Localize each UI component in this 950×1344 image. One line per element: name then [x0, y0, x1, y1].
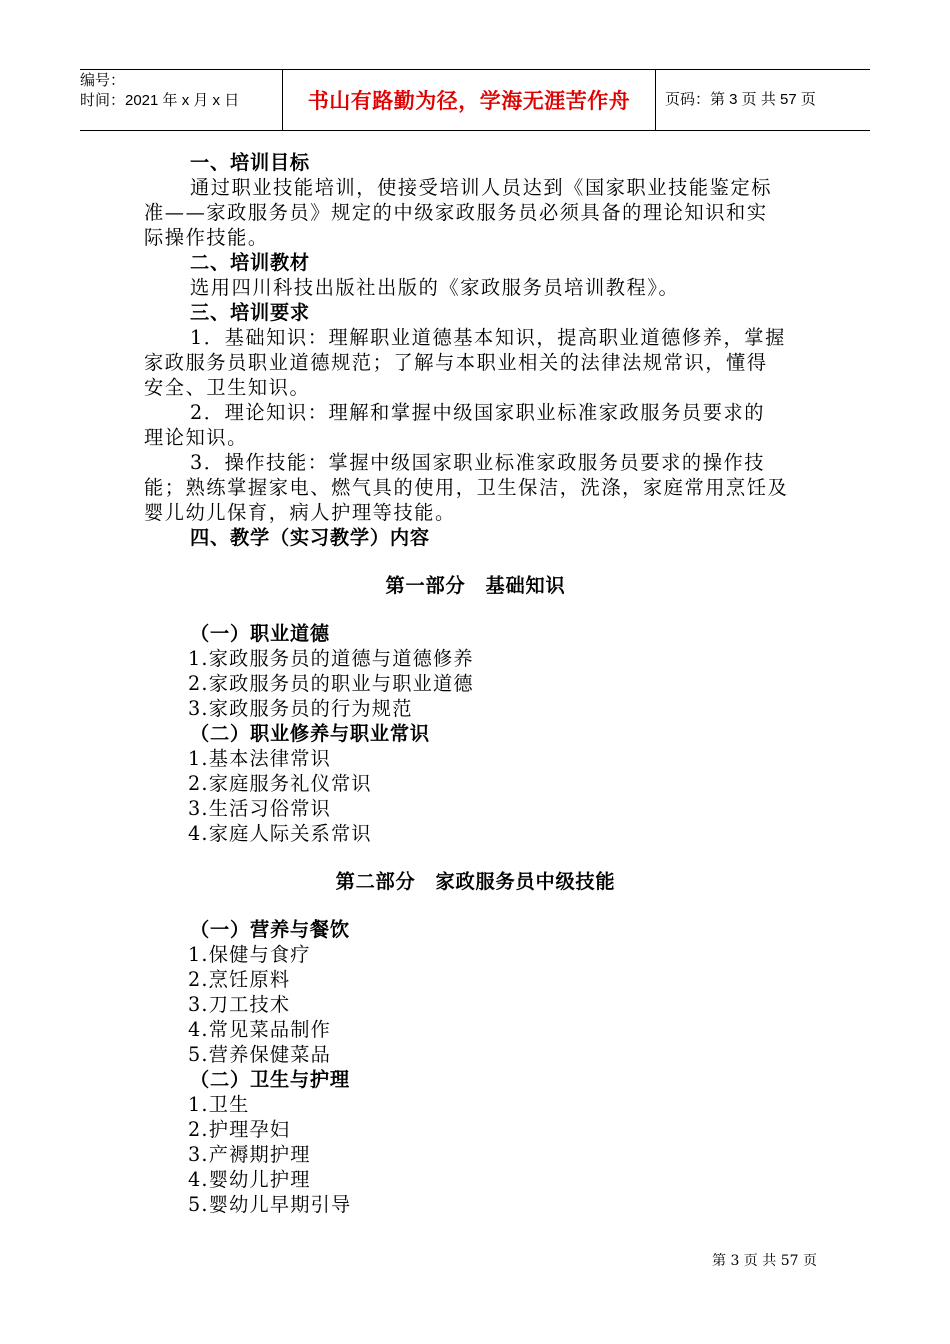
list-item: 2.家庭服务礼仪常识 [188, 772, 372, 795]
list-item: 3.产褥期护理 [188, 1143, 311, 1166]
list-item: 2.烹饪原料 [188, 968, 291, 991]
paragraph-line: 安全、卫生知识。 [144, 376, 311, 399]
list-item: 1.基本法律常识 [188, 747, 332, 770]
list-item: 3.刀工技术 [188, 993, 291, 1016]
number-label: 编号： [80, 72, 126, 89]
header-motto-cell [282, 70, 656, 130]
time-label: 时间：2021 年 x 月 x 日 [80, 92, 240, 109]
list-item: 1.保健与食疗 [188, 943, 311, 966]
paragraph-line: 婴儿幼儿保育，病人护理等技能。 [144, 501, 456, 524]
part-title: 第一部分 基础知识 [385, 574, 566, 597]
subsection-title: （二）职业修养与职业常识 [190, 722, 430, 745]
subsection-title: （一）职业道德 [190, 622, 330, 645]
paragraph-line: 通过职业技能培训，使接受培训人员达到《国家职业技能鉴定标 [190, 176, 773, 199]
paragraph-line: 2．理论知识：理解和掌握中级国家职业标准家政服务员要求的 [190, 401, 766, 424]
paragraph-line: 选用四川科技出版社出版的《家政服务员培训教程》。 [190, 276, 680, 299]
list-item: 4.家庭人际关系常识 [188, 822, 372, 845]
list-item: 5.营养保健菜品 [188, 1043, 332, 1066]
list-item: 2.家政服务员的职业与职业道德 [188, 672, 474, 695]
list-item: 1.家政服务员的道德与道德修养 [188, 647, 474, 670]
document-body [144, 150, 807, 1217]
section-title: 四、教学（实习教学）内容 [190, 526, 430, 549]
list-item: 1.卫生 [188, 1093, 250, 1116]
subsection-title: （二）卫生与护理 [190, 1068, 350, 1091]
part-title: 第二部分 家政服务员中级技能 [335, 870, 616, 893]
page-label: 页码：第 3 页 共 57 页 [665, 91, 816, 108]
page-footer: 第 3 页 共 57 页 [712, 1253, 817, 1269]
header-page-cell [655, 70, 880, 130]
header-left-cell [80, 70, 282, 130]
paragraph-line: 3．操作技能：掌握中级国家职业标准家政服务员要求的操作技 [190, 451, 766, 474]
paragraph-line: 家政服务员职业道德规范；了解与本职业相关的法律法规常识，懂得 [144, 351, 768, 374]
section-title: 二、培训教材 [190, 251, 310, 274]
list-item: 3.家政服务员的行为规范 [188, 697, 413, 720]
paragraph-line: 准——家政服务员》规定的中级家政服务员必须具备的理论知识和实 [144, 201, 768, 224]
list-item: 4.常见菜品制作 [188, 1018, 332, 1041]
paragraph-line: 理论知识。 [144, 426, 248, 449]
subsection-title: （一）营养与餐饮 [190, 918, 350, 941]
paragraph-line: 1．基础知识：理解职业道德基本知识，提高职业道德修养，掌握 [190, 326, 786, 349]
list-item: 3.生活习俗常识 [188, 797, 332, 820]
paragraph-line: 能；熟练掌握家电、燃气具的使用，卫生保洁，洗涤，家庭常用烹饪及 [144, 476, 789, 499]
paragraph-line: 际操作技能。 [144, 226, 269, 249]
list-item: 2.护理孕妇 [188, 1118, 291, 1141]
motto-text: 书山有路勤为径，学海无涯苦作舟 [307, 89, 631, 113]
page-header [80, 69, 870, 131]
list-item: 5.婴幼儿早期引导 [188, 1193, 352, 1216]
list-item: 4.婴幼儿护理 [188, 1168, 311, 1191]
section-title: 三、培训要求 [190, 301, 310, 324]
section-title: 一、培训目标 [190, 151, 310, 174]
